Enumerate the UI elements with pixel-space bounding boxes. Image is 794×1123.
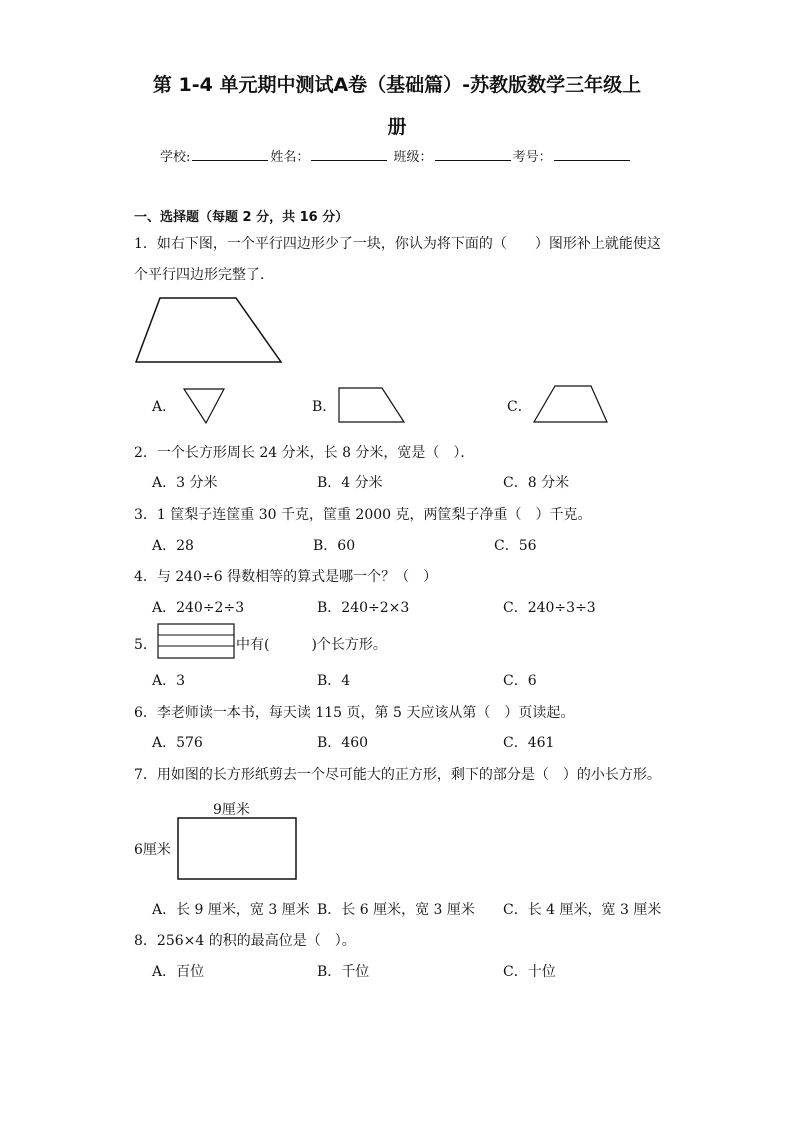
question-1-text-cont: 个平行四边形完整了． [134,267,274,283]
question-6-text: 6．李老师读一本书，每天读 115 页，第 5 天应该从第（ ）页读起。 [134,705,575,721]
question-1-option-b[interactable]: B． [312,399,337,415]
question-6-option-a[interactable]: A．576 [152,735,203,751]
question-3-option-b[interactable]: B．60 [313,538,356,554]
figure-width-label: 9厘米 [213,802,250,818]
question-5-text: 中有( )个长方形。 [236,637,387,653]
question-8-text: 8．256×4 的积的最高位是（ ）。 [134,933,356,949]
question-3-text: 3．1 筐梨子连筐重 30 千克，筐重 2000 克，两筐梨子净重（ ）千克。 [134,507,592,523]
question-3-option-a[interactable]: A．28 [152,538,194,554]
question-6-option-c[interactable]: C．461 [503,735,555,751]
question-1-option-c[interactable]: C． [507,399,532,415]
question-7-option-a[interactable]: A．长 9 厘米，宽 3 厘米 [152,902,310,918]
section-heading: 一、选择题（每题 2 分，共 16 分） [134,210,349,225]
question-4-text: 4．与 240÷6 得数相等的算式是哪一个？（ ） [134,569,438,585]
figure-height-label: 6厘米 [134,842,171,858]
school-label: 学校: [160,150,191,165]
rectangle-paper [178,818,296,879]
question-5-option-a[interactable]: A．3 [152,673,186,689]
number-label: 考号： [512,150,552,165]
question-5-option-c[interactable]: C．6 [503,673,537,689]
question-5-number: 5． [134,637,157,653]
question-6-option-b[interactable]: B．460 [317,735,369,751]
question-8-option-b[interactable]: B．千位 [317,964,370,980]
question-3-option-c[interactable]: C．56 [494,538,537,554]
question-1-option-a[interactable]: A． [152,399,177,415]
question-5-option-b[interactable]: B．4 [317,673,351,689]
class-label: 班级： [393,150,433,165]
question-4-option-c[interactable]: C．240÷3÷3 [503,600,596,616]
question-4-option-b[interactable]: B．240÷2×3 [317,600,410,616]
question-8-option-c[interactable]: C．十位 [503,964,556,980]
question-2-text: 2．一个长方形周长 24 分米，长 8 分米，宽是（ ）． [134,445,475,461]
page-title-continued: 册 [387,116,407,138]
question-7-option-b[interactable]: B．长 6 厘米，宽 3 厘米 [317,902,475,918]
question-2-option-b[interactable]: B．4 分米 [317,475,383,491]
question-1-text: 1．如右下图，一个平行四边形少了一块，你认为将下面的（ ）图形补上就能使这 [134,236,661,252]
question-8-option-a[interactable]: A．百位 [152,964,205,980]
question-2-option-a[interactable]: A．3 分米 [152,475,218,491]
question-4-option-a[interactable]: A．240÷2÷3 [152,600,245,616]
question-2-option-c[interactable]: C．8 分米 [503,475,570,491]
page-title: 第 1-4 单元期中测试A卷（基础篇）-苏教版数学三年级上 [152,74,642,96]
question-7-text: 7．用如图的长方形纸剪去一个尽可能大的正方形，剩下的部分是（ ）的小长方形。 [134,767,661,783]
name-label: 姓名： [270,150,310,165]
question-7-option-c[interactable]: C．长 4 厘米，宽 3 厘米 [503,902,662,918]
